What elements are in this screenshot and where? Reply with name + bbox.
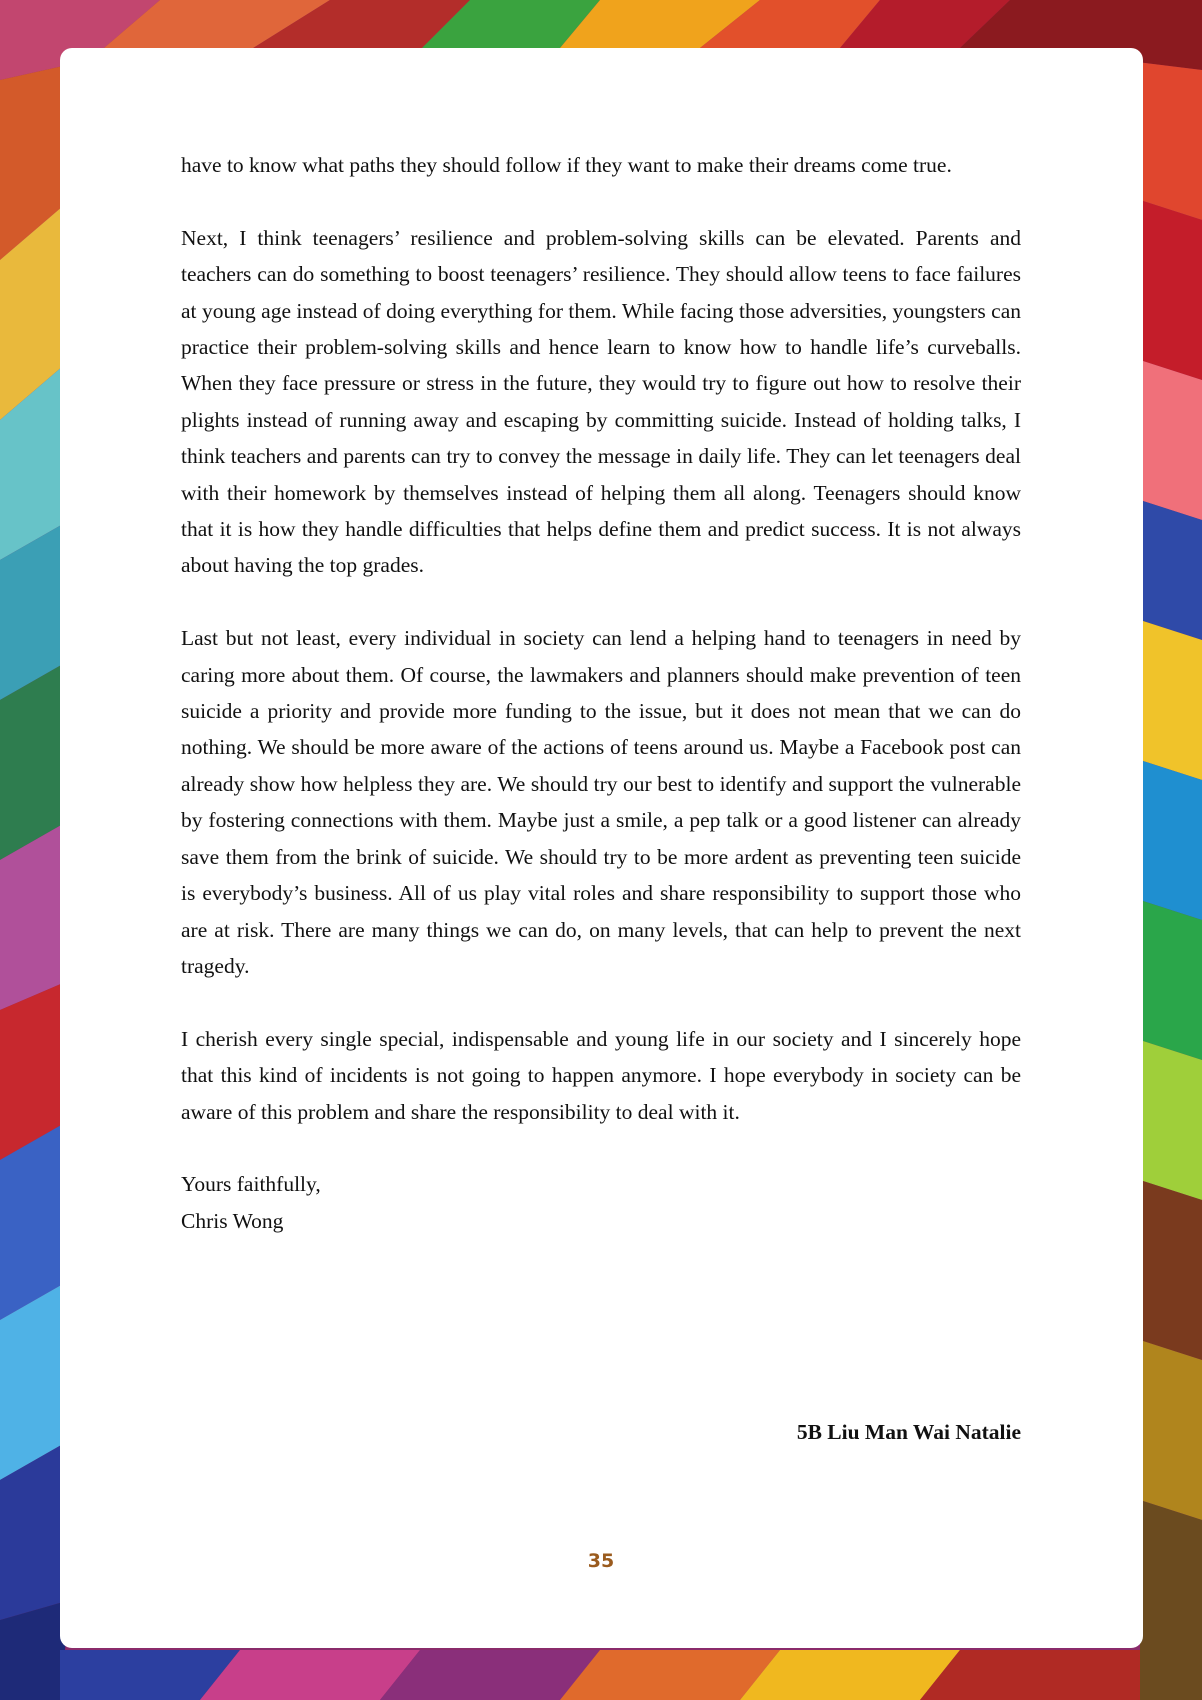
page-number: 35: [587, 1550, 615, 1572]
closing-salutation: Yours faithfully,: [181, 1172, 321, 1197]
letter-closing: [181, 1166, 1021, 1239]
paragraph-helping-hand: Last but not least, every individual in society can lend a helping hand to teenagers in need by caring more about them. Of course, the lawmakers and planners should make prevention of teen suicide a priority and provide more funding to the issue, but it does not mean that we can do nothing. We should be more aware of the actions of teens around us. Maybe a Facebook post can already show how helpless they are. We should try our best to identify and support the vulnerable by fostering connections with them. Maybe just a smile, a pep talk or a good listener can already save them from the brink of suicide. We should try to be more ardent as preventing teen suicide is everybody’s business. All of us play vital roles and share responsibility to support those who are at risk. There are many things we can do, on many levels, that can help to prevent the next tragedy.: [181, 626, 1021, 978]
signer-name: Chris Wong: [181, 1208, 284, 1233]
letter-body: [181, 147, 1021, 1239]
paragraph-resilience: Next, I think teenagers’ resilience and problem-solving skills can be elevated. Parents and teachers can do something to boost teenagers’ resilience. They should allow teens to face failures at young age instead of doing everything for them. While facing those adversities, youngsters can practice their problem-solving skills and hence learn to know how to handle life’s curveballs. When they face pressure or stress in the future, they would try to figure out how to resolve their plights instead of running away and escaping by committing suicide. Instead of holding talks, I think teachers and parents can try to convey the message in daily life. They can let teenagers deal with their homework by themselves instead of helping them all along. Teenagers should know that it is how they handle difficulties that helps define them and predict success. It is not always about having the top grades.: [181, 225, 1021, 578]
author-credit: 5B Liu Man Wai Natalie: [796, 1420, 1021, 1444]
paragraph-continuation: have to know what paths they should follow if they want to make their dreams come true.: [181, 153, 952, 177]
paragraph-conclusion: I cherish every single special, indispensable and young life in our society and I sincerely hope that this kind of incidents is not going to happen anymore. I hope everybody in society can be aware of this problem and share the responsibility to deal with it.: [181, 1026, 1021, 1124]
